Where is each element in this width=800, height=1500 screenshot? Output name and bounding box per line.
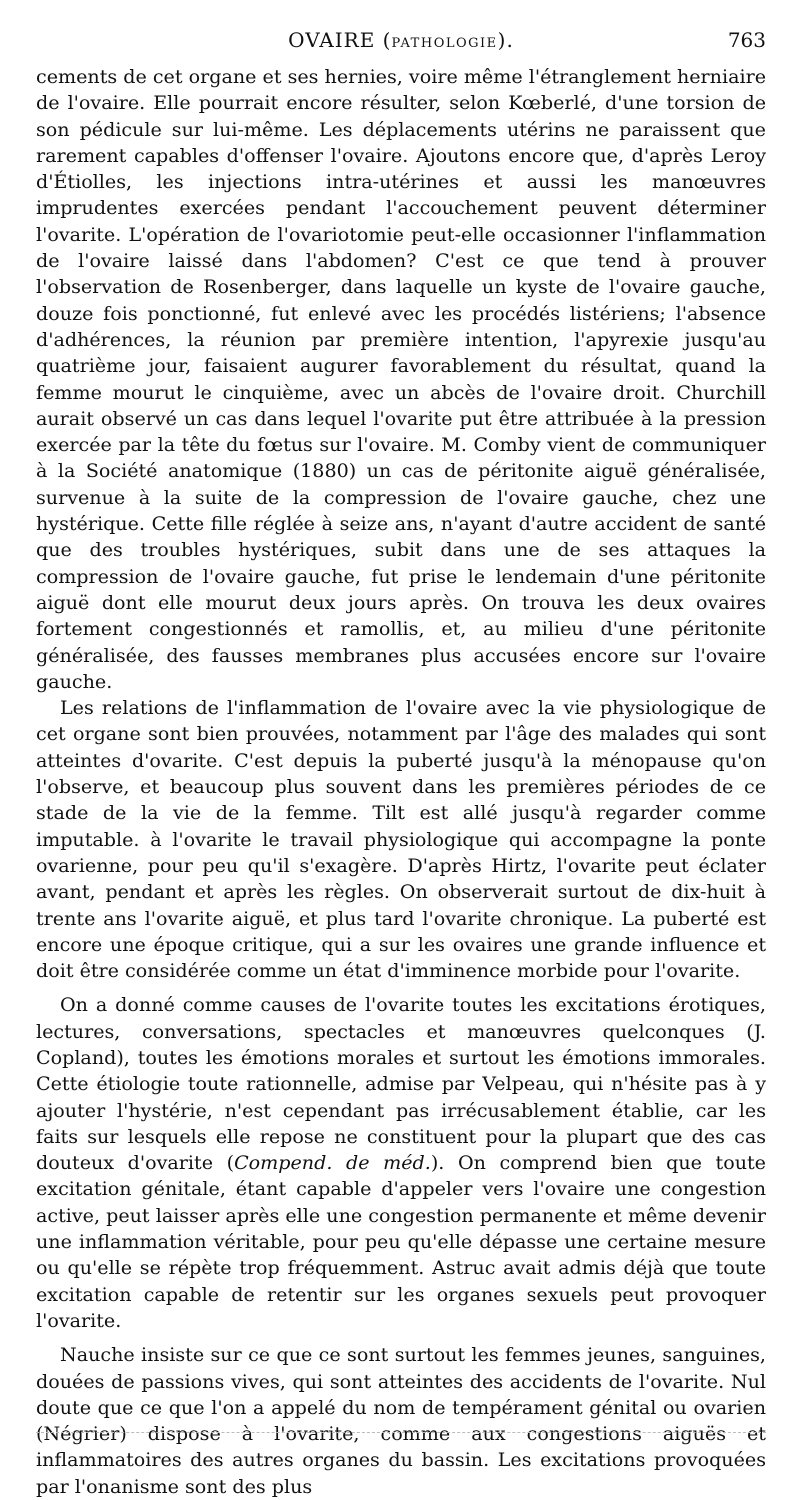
paragraph-3-text-after: ). On comprend bien que toute excitation génitale, étant capable d'appeler vers l'ovaire une congestion active, peut laisser après elle une congestion permanente et même devenir une inflammation véritable, pour peu qu'elle dépasse une certaine mesure ou qu'elle se répète trop fréquemment. Astruc avait admis déjà que toute excitation capable de retentir sur les organes sexuels peut provoquer l'ovarite. xyxy=(36,1151,766,1332)
paragraph-2: Les relations de l'inflammation de l'ovaire avec la vie physiologique de cet organe sont bien prouvées, notamment par l'âge des malades qui sont atteintes d'ovarite. C'est depuis la puberté jusqu'à la ménopause qu'on l'observe, et beaucoup plus souvent dans les premières périodes de ce stade de la vie de la femme. Tilt est allé jusqu'à regarder comme imputable. à l'ovarite le travail physiologique qui accompagne la ponte ovarienne, pour peu qu'il s'exagère. D'après Hirtz, l'ovarite peut éclater avant, pendant et après les règles. On observerait surtout de dix-huit à trente ans l'ovarite aiguë, et plus tard l'ovarite chronique. La puberté est encore une époque critique, qui a sur les ovaires une grande influence et doit être considérée comme un état d'imminence morbide pour l'ovarite. xyxy=(36,696,766,983)
paragraph-4: Nauche insiste sur ce que ce sont surtout les femmes jeunes, sanguines, douées de passions vives, qui sont atteintes des accidents de l'ovarite. Nul doute que ce que l'on a appelé du nom de tempérament génital ou ovarien (Négrier) dispose à l'ovarite, comme aux congestions aiguës et inflammatoires des autres organes du bassin. Les excitations provoquées par l'onanisme sont des plus xyxy=(36,1343,766,1498)
footer-divider xyxy=(36,1432,766,1434)
page-number: 763 xyxy=(727,28,766,52)
paragraph-3-citation: Compend. de méd. xyxy=(234,1151,431,1175)
running-title-small-caps: PATHOLOGIE xyxy=(391,36,498,51)
body-text xyxy=(36,64,766,1500)
running-header xyxy=(36,28,766,58)
running-title-end: ). xyxy=(497,28,514,52)
paragraph-1: cements de cet organe et ses hernies, voire même l'étranglement herniaire de l'ovaire. Elle pourrait encore résulter, selon Kœberlé, d'une torsion de son pédicule sur lui-même. Les déplacements utérins ne paraissent que rarement capables d'offenser l'ovaire. Ajoutons encore que, d'après Leroy d'Étiolles, les injections intra-utérines et aussi les manœuvres imprudentes exercées pendant l'accouchement peuvent déterminer l'ovarite. L'opération de l'ovariotomie peut-elle occasionner l'inflammation de l'ovaire laissé dans l'abdomen? C'est ce que tend à prouver l'observation de Rosenberger, dans laquelle un kyste de l'ovaire gauche, douze fois ponctionné, fut enlevé avec les procédés listériens; l'absence d'adhérences, la réunion par première intention, l'apyrexie jusqu'au quatrième jour, faisaient augurer favorablement du résultat, quand la femme mourut le cinquième, avec un abcès de l'ovaire droit. Churchill aurait observé un cas dans lequel l'ovarite put être attribuée à la pression exercée par la tête du fœtus sur l'ovaire. M. Comby vient de communiquer à la Société anatomique (1880) un cas de péritonite aiguë généralisée, survenue à la suite de la compression de l'ovaire gauche, chez une hystérique. Cette fille réglée à seize ans, n'ayant d'autre accident de santé que des troubles hystériques, subit dans une de ses attaques la compression de l'ovaire gauche, fut prise le lendemain d'une péritonite aiguë dont elle mourut deux jours après. On trouva les deux ovaires fortement congestionnés et ramollis, et, au milieu d'une péritonite généralisée, des fausses membranes plus accusées encore sur l'ovaire gauche. xyxy=(36,65,766,693)
running-title xyxy=(36,28,766,52)
paragraph-3-text-before: On a donné comme causes de l'ovarite toutes les excitations érotiques, lectures, conversations, spectacles et manœuvres quelconques (J. Copland), toutes les émotions morales et surtout les émotions immorales. Cette étiologie toute rationnelle, admise par Velpeau, qui n'hésite pas à y ajouter l'hystérie, n'est cependant pas irrécusablement établie, car les faits sur lesquels elle repose ne constituent pour la plupart que des cas douteux d'ovarite ( xyxy=(36,993,766,1175)
paragraph-3 xyxy=(36,992,766,1334)
running-title-main: OVAIRE ( xyxy=(288,28,392,52)
